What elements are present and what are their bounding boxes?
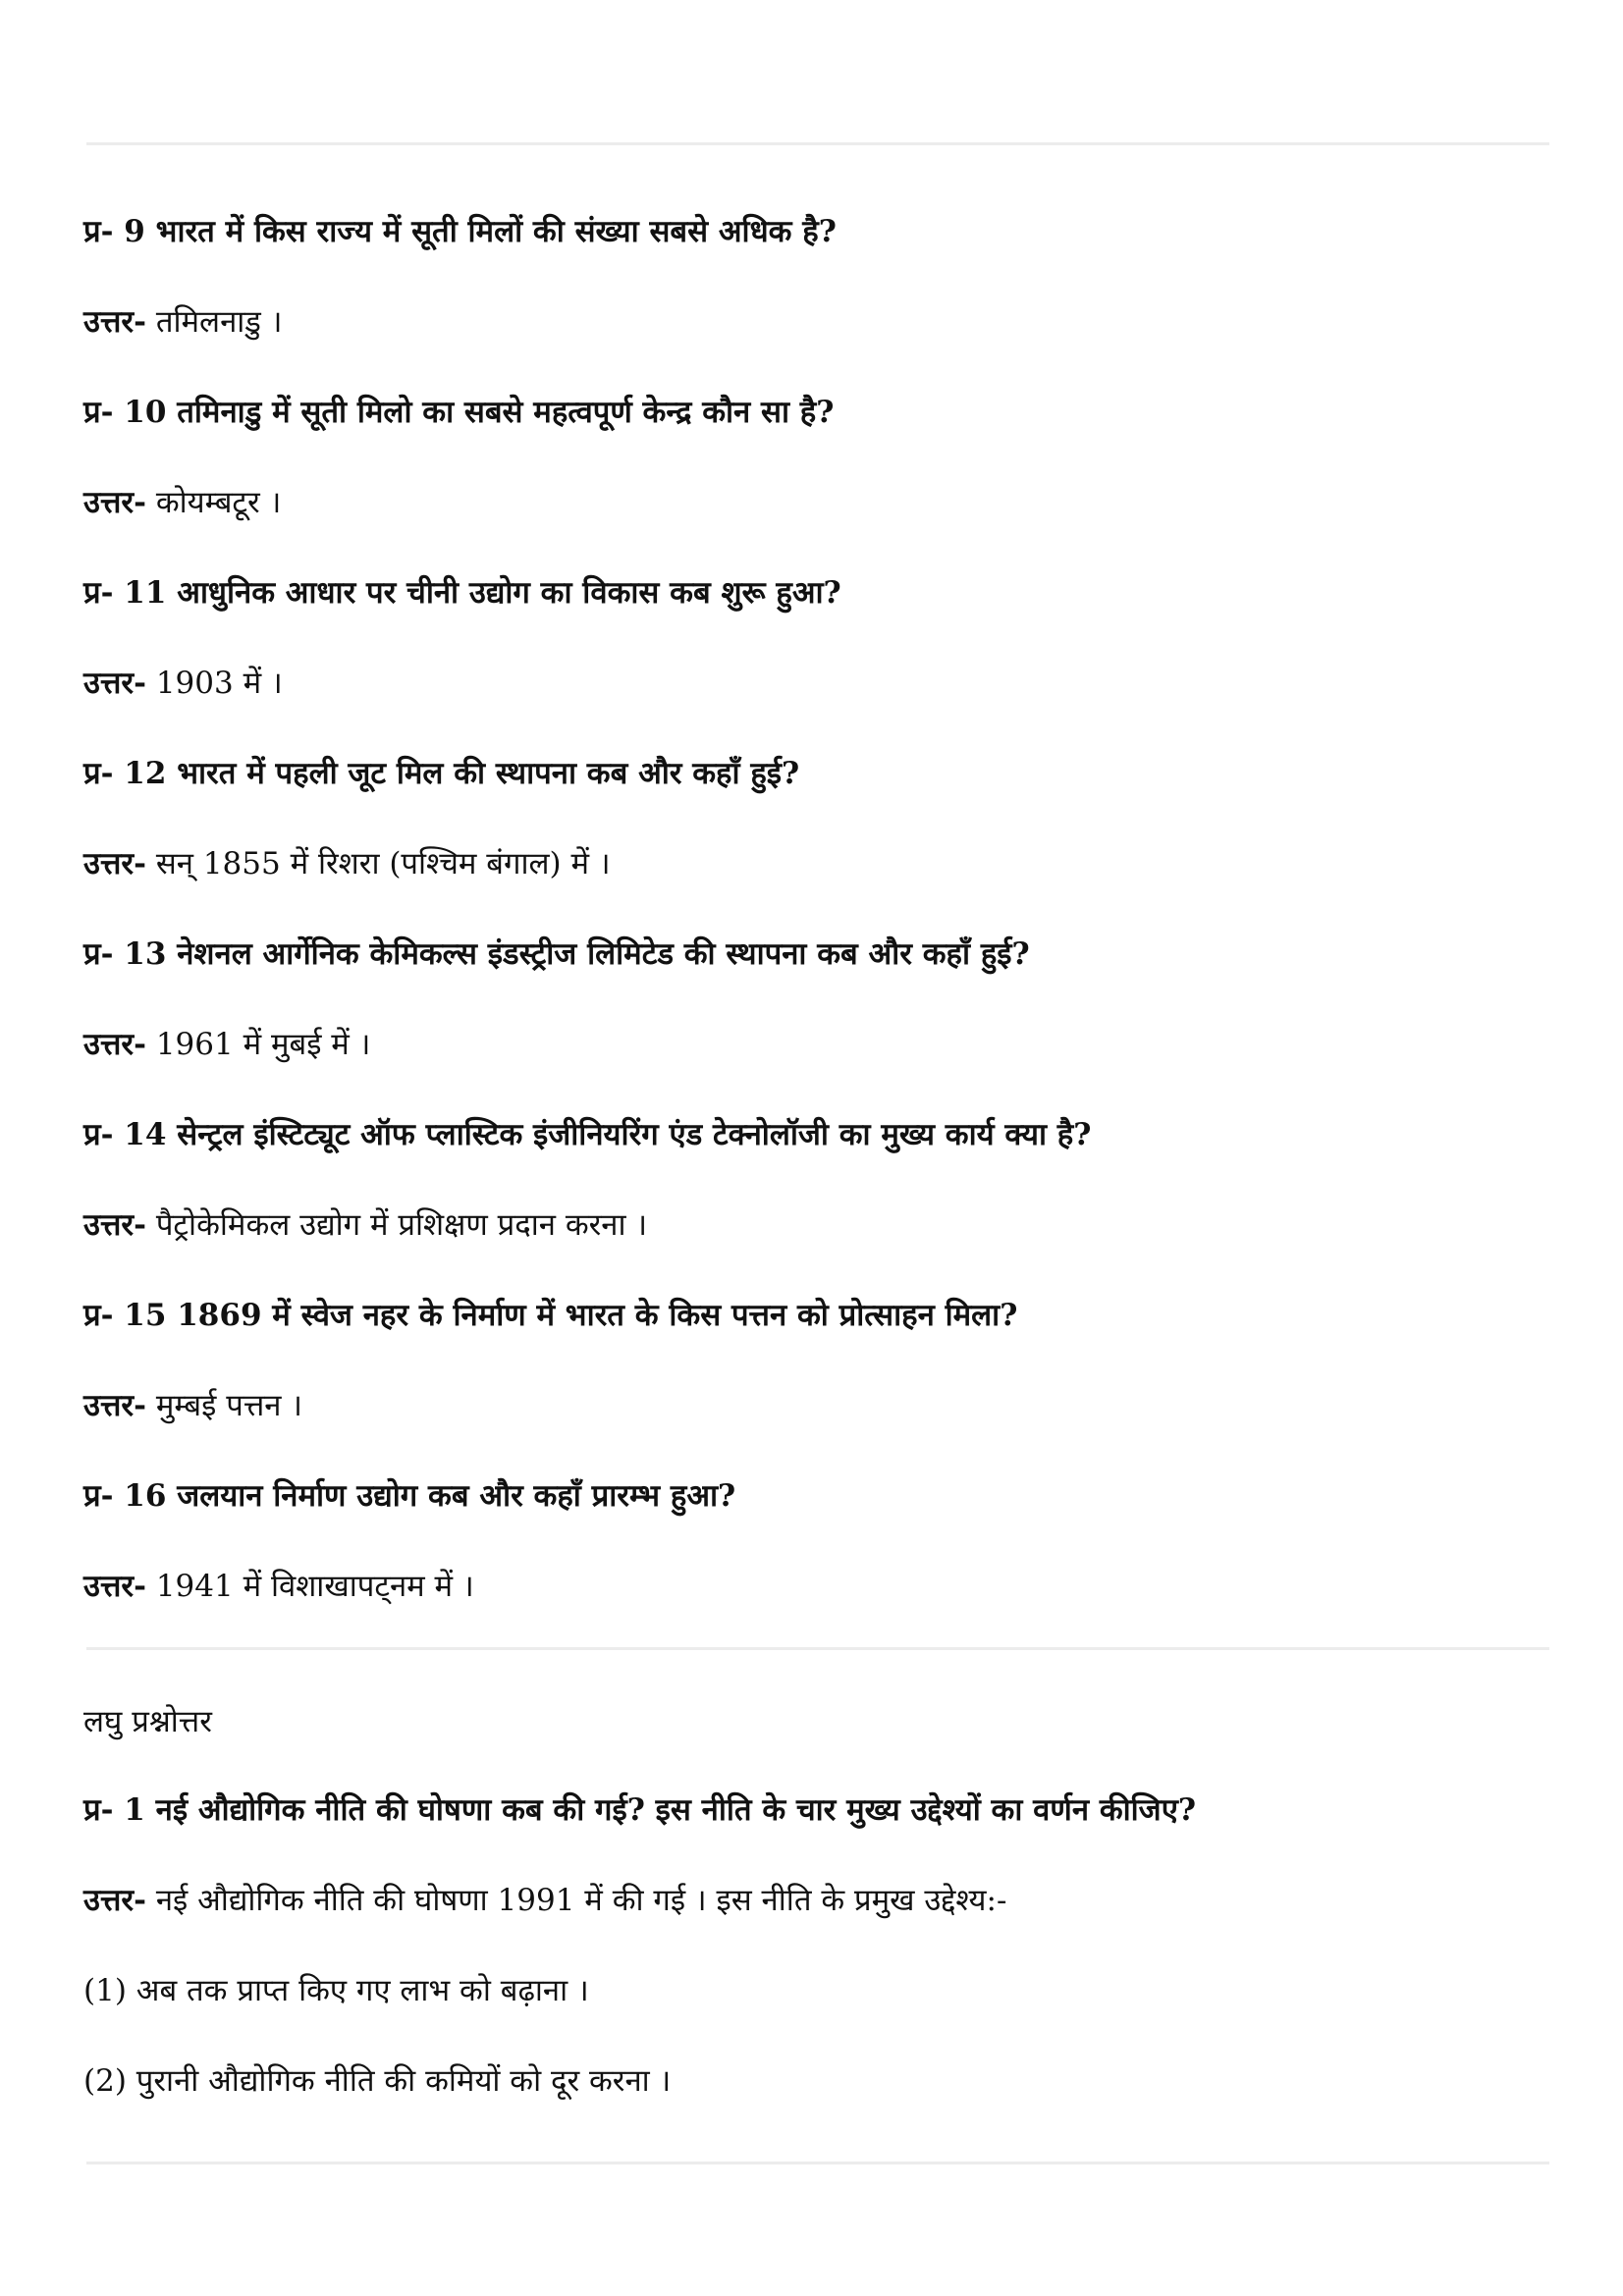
answer-label: उत्तर- bbox=[83, 1207, 146, 1243]
short-answer-1 bbox=[83, 1879, 1546, 1922]
question-15: प्र- 15 1869 में स्वेज नहर के निर्माण में भारत के किस पत्तन को प्रोत्साहन मिला? bbox=[83, 1298, 1018, 1333]
answer-text: नई औद्योगिक नीति की घोषणा 1991 में की गई । इस नीति के प्रमुख उद्देश्य:- bbox=[145, 1883, 1007, 1918]
answer-text: 1941 में विशाखापट्नम में । bbox=[145, 1569, 474, 1604]
question-13: प्र- 13 नेशनल आर्गेनिक केमिकल्स इंडस्ट्रीज लिमिटेड की स्थापना कब और कहाँ हुई? bbox=[83, 936, 1030, 972]
question-9: प्र- 9 भारत में किस राज्य में सूती मिलों की संख्या सबसे अधिक है? bbox=[83, 214, 837, 249]
objective-point-1: (1) अब तक प्राप्त किए गए लाभ को बढ़ाना । bbox=[83, 1973, 589, 2008]
question-10: प्र- 10 तमिनाडु में सूती मिलो का सबसे महत्वपूर्ण केन्द्र कौन सा है? bbox=[83, 395, 835, 430]
section-heading: लघु प्रश्नोत्तर bbox=[83, 1704, 212, 1739]
answer-text: सन् 1855 में रिशरा (पश्चिम बंगाल) में । bbox=[145, 846, 611, 881]
answer-label: उत्तर- bbox=[83, 1883, 146, 1918]
answer-10 bbox=[83, 481, 1546, 524]
question-14: प्र- 14 सेन्ट्रल इंस्टिट्यूट ऑफ प्लास्टिक इंजीनियरिंग एंड टेक्नोलॉजी का मुख्य कार्य क्या है? bbox=[83, 1117, 1092, 1152]
answer-label: उत्तर- bbox=[83, 1027, 146, 1062]
top-divider bbox=[86, 142, 1549, 145]
answer-label: उत्तर- bbox=[83, 304, 146, 340]
answer-text: कोयम्बटूर । bbox=[145, 485, 282, 520]
answer-label: उत्तर- bbox=[83, 1388, 146, 1423]
answer-14 bbox=[83, 1203, 1546, 1247]
bottom-divider bbox=[86, 2162, 1549, 2164]
answer-9 bbox=[83, 300, 1546, 344]
answer-text: तमिलनाडु । bbox=[145, 304, 283, 340]
answer-text: 1961 में मुबई में । bbox=[145, 1027, 371, 1062]
answer-label: उत्तर- bbox=[83, 846, 146, 881]
answer-13 bbox=[83, 1023, 1546, 1066]
answer-label: उत्तर- bbox=[83, 1569, 146, 1604]
objective-point-2: (2) पुरानी औद्योगिक नीति की कमियों को दूर करना । bbox=[83, 2063, 672, 2099]
answer-label: उत्तर- bbox=[83, 666, 146, 701]
question-12: प्र- 12 भारत में पहली जूट मिल की स्थापना कब और कहाँ हुई? bbox=[83, 756, 800, 791]
answer-16 bbox=[83, 1565, 1546, 1608]
question-16: प्र- 16 जलयान निर्माण उद्योग कब और कहाँ प्रारम्भ हुआ? bbox=[83, 1478, 736, 1514]
answer-label: उत्तर- bbox=[83, 485, 146, 520]
answer-text: पैट्रोकेमिकल उद्योग में प्रशिक्षण प्रदान करना । bbox=[145, 1207, 648, 1243]
answer-text: 1903 में । bbox=[145, 666, 283, 701]
answer-11 bbox=[83, 662, 1546, 705]
answer-12 bbox=[83, 842, 1546, 885]
answer-text: मुम्बई पत्तन । bbox=[145, 1388, 303, 1423]
short-question-1: प्र- 1 नई औद्योगिक नीति की घोषणा कब की गई? इस नीति के चार मुख्य उद्देश्यों का वर्णन कीजिए? bbox=[83, 1792, 1196, 1828]
question-11: प्र- 11 आधुनिक आधार पर चीनी उद्योग का विकास कब शुरू हुआ? bbox=[83, 575, 841, 611]
section-divider bbox=[86, 1647, 1549, 1650]
answer-15 bbox=[83, 1384, 1546, 1427]
